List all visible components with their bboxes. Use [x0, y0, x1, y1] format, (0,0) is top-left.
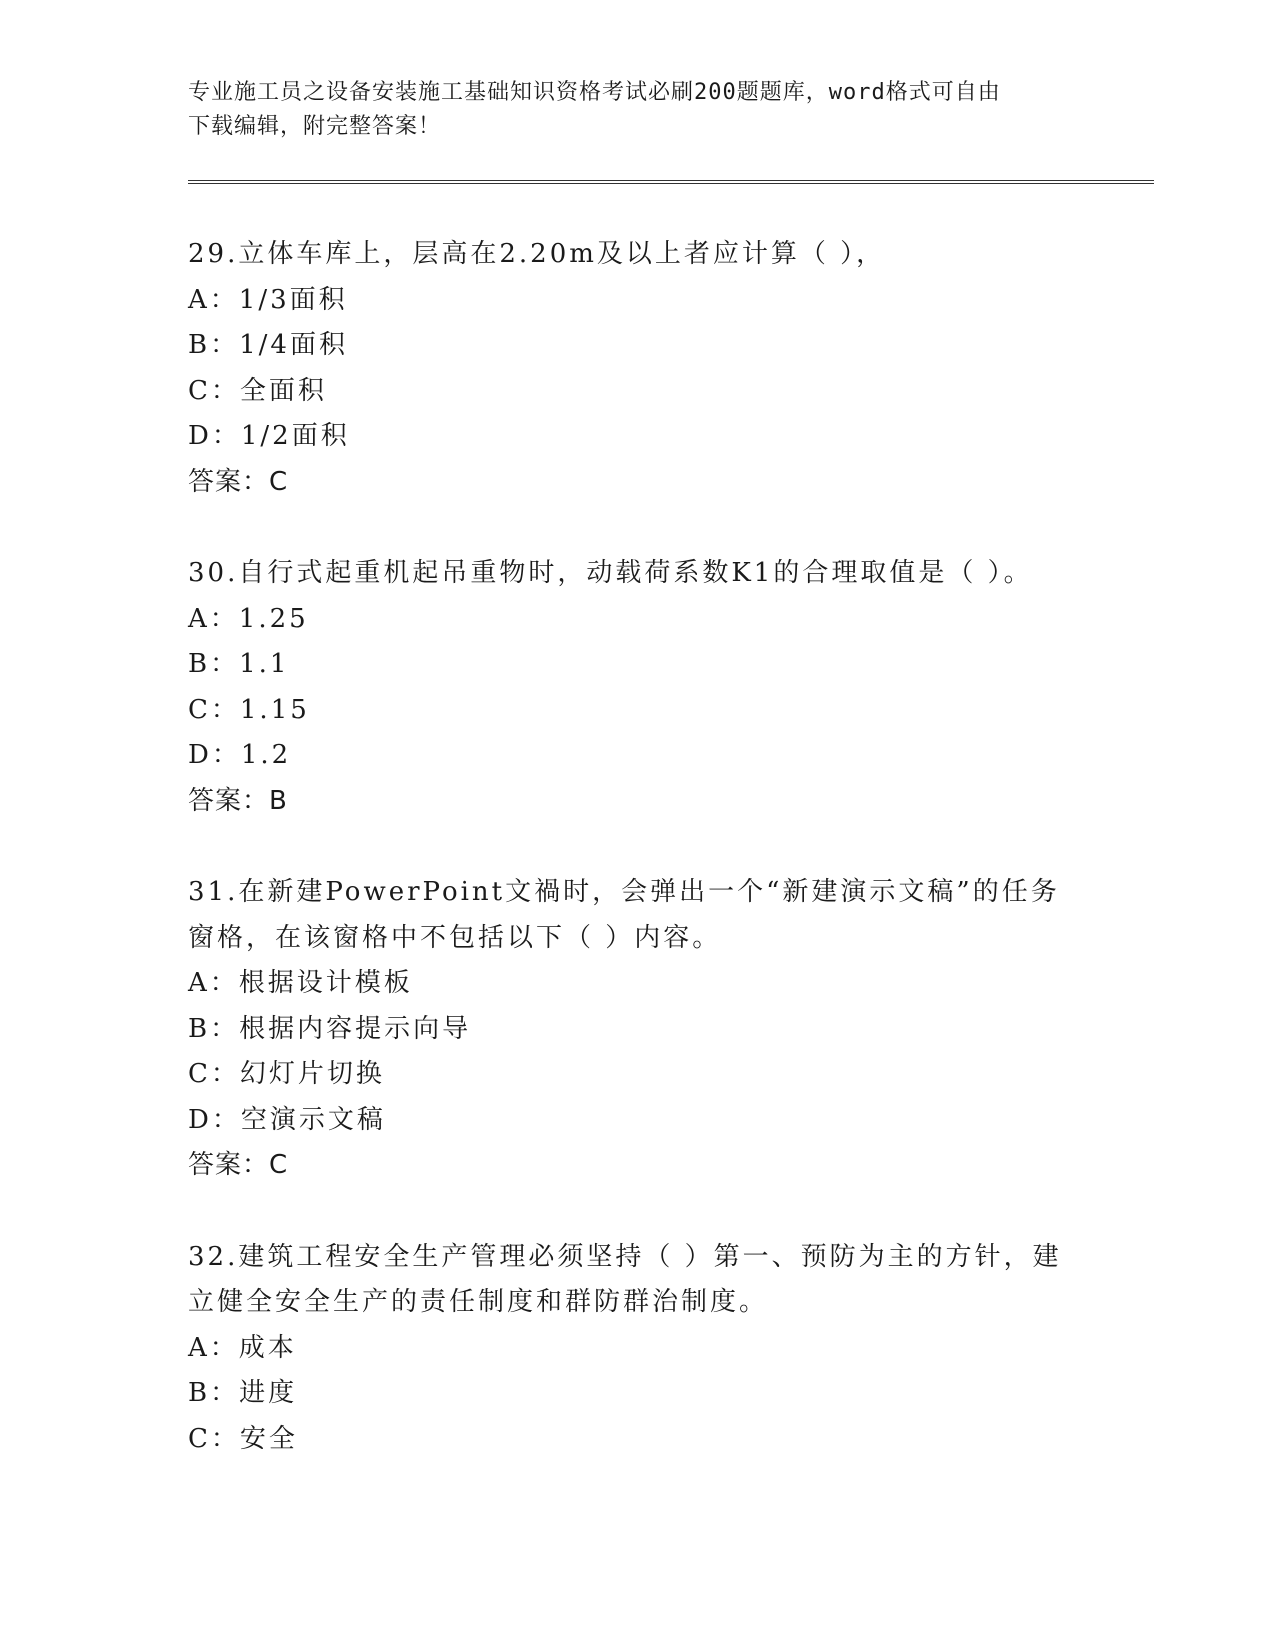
- option-a: A：根据设计模板: [188, 968, 413, 998]
- question-30: [188, 551, 1068, 824]
- option-b: B：根据内容提示向导: [188, 1013, 472, 1044]
- option-d: D：空演示文稿: [188, 1104, 386, 1135]
- question-list: [188, 232, 1068, 1508]
- answer-line: 答案：C: [188, 466, 289, 497]
- option-d: D：1/2面积: [188, 421, 350, 451]
- option-b: B：1.1: [188, 649, 290, 679]
- option-a: A：成本: [188, 1332, 297, 1363]
- option-c: C：安全: [188, 1423, 298, 1454]
- question-stem: 29.立体车库上，层高在2.20m及以上者应计算（ ），: [188, 239, 886, 269]
- question-stem-line-2: 窗格，在该窗格中不包括以下（ ）内容。: [188, 922, 722, 953]
- question-stem-line-1: 31.在新建PowerPoint文禍时，会弹出一个“新建演示文稿”的任务: [188, 877, 1060, 907]
- question-29: [188, 232, 1068, 505]
- option-c: C：1.15: [188, 694, 310, 725]
- option-b: B：进度: [188, 1378, 298, 1408]
- answer-line: 答案：C: [188, 1150, 289, 1180]
- header-line-2: 下载编辑，附完整答案！: [188, 114, 442, 139]
- question-stem-line-2: 立健全安全生产的责任制度和群防群治制度。: [188, 1287, 769, 1317]
- answer-line: 答案：B: [188, 785, 288, 816]
- option-b: B：1/4面积: [188, 330, 348, 360]
- option-d: D：1.2: [188, 740, 292, 770]
- option-c: C：全面积: [188, 375, 327, 406]
- header-line-1: 专业施工员之设备安装施工基础知识资格考试必刷200题题库，word格式可自由: [188, 80, 1001, 105]
- option-a: A：1/3面积: [188, 284, 348, 315]
- option-a: A：1.25: [188, 603, 309, 634]
- question-31: [188, 870, 1068, 1189]
- header-divider: [188, 180, 1154, 184]
- question-32: [188, 1235, 1068, 1463]
- question-stem: 30.自行式起重机起吊重物时，动载荷系数K1的合理取值是（ ）。: [188, 558, 1033, 588]
- page-header: [188, 76, 1068, 144]
- question-stem-line-1: 32.建筑工程安全生产管理必须坚持（ ）第一、预防为主的方针，建: [188, 1241, 1062, 1272]
- option-c: C：幻灯片切换: [188, 1059, 385, 1089]
